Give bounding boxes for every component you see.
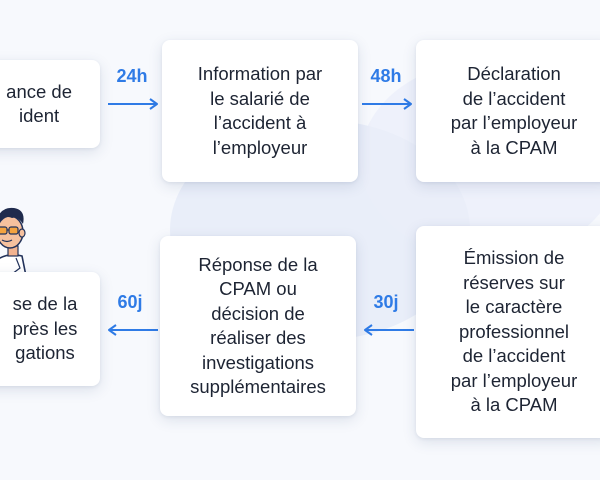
arrow-right-icon (106, 96, 162, 112)
arrow-right-icon (360, 96, 416, 112)
delay-label-48h: 48h (370, 66, 402, 86)
step-card-information-salarie: Information par le salarié de l’accident à l’employeur (162, 40, 358, 182)
delay-label-30j: 30j (373, 292, 399, 312)
step-card-accident: ance de ident (0, 60, 100, 148)
person-avatar-icon (0, 196, 36, 276)
step-card-reponse-cpam-partial: se de la près les gations (0, 272, 100, 386)
step-card-declaration: Déclaration de l’accident par l’employeur à la CPAM (416, 40, 600, 182)
arrow-left-icon (360, 322, 416, 338)
delay-label-24h: 24h (116, 66, 148, 86)
delay-label-60j: 60j (117, 292, 143, 312)
step-card-emission-reserves: Émission de réserves sur le caractère professionnel de l’accident par l’employeur à la CPAM (416, 226, 600, 438)
step-card-reponse-cpam: Réponse de la CPAM ou décision de réaliser des investigations supplémentaires (160, 236, 356, 416)
arrow-left-icon (104, 322, 160, 338)
